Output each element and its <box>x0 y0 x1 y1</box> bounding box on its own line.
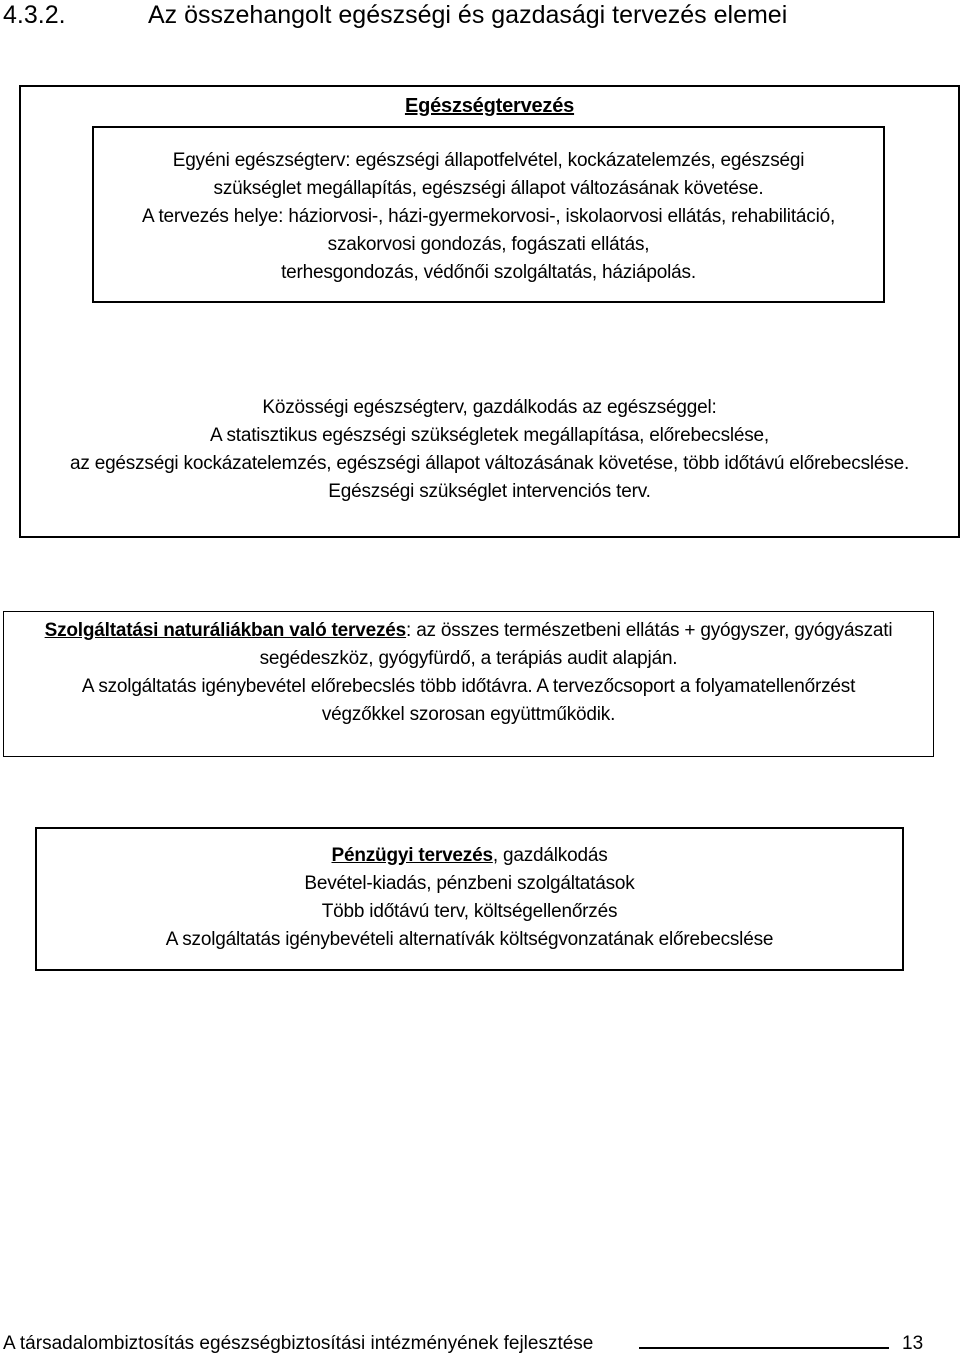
individual-plan-line: szakorvosi gondozás, fogászati ellátás, <box>327 234 650 255</box>
community-plan-line: Közösségi egészségterv, gazdálkodás az egészséggel: <box>262 397 717 418</box>
page-number: 13 <box>902 1333 924 1354</box>
financial-planning-label: Pénzügyi tervezés <box>331 845 493 866</box>
section-number: 4.3.2. <box>3 1 66 29</box>
service-planning-line: segédeszköz, gyógyfürdő, a terápiás audit alapján. <box>259 648 678 669</box>
financial-planning-line: Bevétel-kiadás, pénzbeni szolgáltatások <box>304 873 635 894</box>
service-planning-text <box>3 617 934 729</box>
page-footer <box>3 1330 928 1358</box>
individual-plan-line: terhesgondozás, védőnői szolgáltatás, háziápolás. <box>281 262 696 283</box>
individual-plan-line: Egyéni egészségterv: egészségi állapotfelvétel, kockázatelemzés, egészségi <box>172 150 805 171</box>
service-planning-label: Szolgáltatási naturáliákban való tervezés <box>44 620 407 641</box>
footer-title: A társadalombiztosítás egészségbiztosítási intézményének fejlesztése <box>3 1333 594 1354</box>
individual-plan-text <box>92 147 885 287</box>
service-planning-line: A szolgáltatás igénybevétel előrebecslés több időtávra. A tervezőcsoport a folyamatellenőrzést <box>81 676 856 697</box>
health-planning-title: Egészségtervezés <box>404 95 575 117</box>
service-planning-line: Szolgáltatási naturáliákban való tervezés: az összes természetbeni ellátás + gyógyszer, gyógyászati <box>44 620 893 641</box>
community-plan-line: A statisztikus egészségi szükségletek megállapítása, előrebecslése, <box>209 425 769 446</box>
community-plan-line: az egészségi kockázatelemzés, egészségi állapot változásának követése, több időtávú előrebecslése. <box>69 453 910 474</box>
financial-planning-line: Több időtávú terv, költségellenőrzés <box>321 901 618 922</box>
financial-planning-line: Pénzügyi tervezés, gazdálkodás <box>331 845 608 866</box>
financial-planning-text <box>35 842 904 954</box>
community-plan-text <box>19 394 960 506</box>
section-title: Az összehangolt egészségi és gazdasági tervezés elemei <box>148 1 788 29</box>
service-planning-line: végzőkkel szorosan együttműködik. <box>321 704 616 725</box>
community-plan-line: Egészségi szükséglet intervenciós terv. <box>328 481 651 502</box>
section-heading <box>3 0 787 30</box>
individual-plan-line: A tervezés helye: háziorvosi-, házi-gyermekorvosi-, iskolaorvosi ellátás, rehabilitáció, <box>141 206 836 227</box>
footer-divider <box>639 1347 889 1349</box>
individual-plan-line: szükséglet megállapítás, egészségi állapot változásának követése. <box>213 178 764 199</box>
financial-planning-line: A szolgáltatás igénybevételi alternatívák költségvonzatának előrebecslése <box>165 929 774 950</box>
